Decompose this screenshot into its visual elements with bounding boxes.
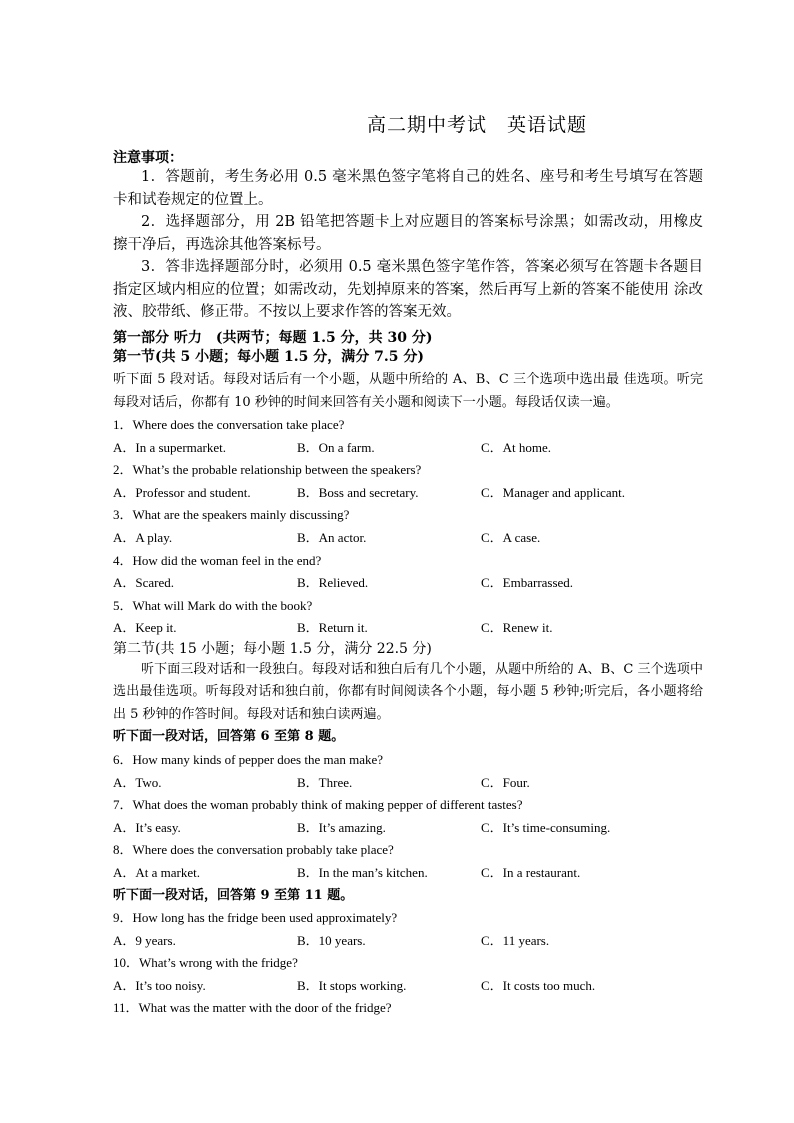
option-a: A．It’s easy. bbox=[113, 819, 181, 835]
option-a: A．At a market. bbox=[113, 864, 201, 880]
option-a: A．Professor and student. bbox=[113, 484, 251, 500]
options-6 bbox=[113, 772, 703, 795]
note-item-3: 3．答非选择题部分时，必须用 0.5 毫米黑色签字笔作答，答案必须写在答题卡各题目 指定区域内相应的位置；如需改动，先划掉原来的答案，然后再写上新的答案不能使用 涂改液、胶带纸、修正带。不按以上要求作答的答案无效。 bbox=[113, 259, 703, 320]
note-item-2: 2．选择题部分，用 2B 铅笔把答题卡上对应题目的答案标号涂黑；如需改动，用橡皮 擦干净后，再选涂其他答案标号。 bbox=[113, 214, 703, 253]
question-11: 11．What was the matter with the door of the fridge? bbox=[113, 1000, 392, 1016]
option-c: C．A case. bbox=[481, 529, 541, 545]
option-c: C．At home. bbox=[481, 439, 552, 455]
option-b: B．On a farm. bbox=[297, 439, 375, 455]
option-c: C．11 years. bbox=[481, 932, 550, 948]
option-b: B．Return it. bbox=[297, 620, 368, 636]
option-a: A．In a supermarket. bbox=[113, 439, 226, 455]
section2-instructions: 听下面三段对话和一段独白。每段对话和独白后有几个小题，从题中所给的 A、B、C 三个选项中选出最佳选项。听每段对话和独白前，你都有时间阅读各个小题，每小题 5 秒钟;听完后，各小题将给出 5 秒钟的作答时间。每段对话和独白读两遍。 bbox=[113, 661, 703, 722]
option-a: A．Two. bbox=[113, 774, 162, 790]
question-5: 5．What will Mark do with the book? bbox=[113, 597, 313, 613]
option-a: A．It’s too noisy. bbox=[113, 977, 206, 993]
options-10 bbox=[113, 975, 703, 998]
part1 bbox=[113, 329, 703, 1020]
options-2 bbox=[113, 482, 703, 505]
question-10: 10．What’s wrong with the fridge? bbox=[113, 955, 298, 971]
option-b: B．Three. bbox=[297, 774, 353, 790]
option-c: C．It’s time-consuming. bbox=[481, 819, 611, 835]
options-4 bbox=[113, 572, 703, 595]
option-c: C．Four. bbox=[481, 774, 530, 790]
option-b: B．An actor. bbox=[297, 529, 367, 545]
option-b: B．Boss and secretary. bbox=[297, 484, 419, 500]
option-c: C．It costs too much. bbox=[481, 977, 596, 993]
question-3: 3．What are the speakers mainly discussing? bbox=[113, 507, 350, 523]
options-1 bbox=[113, 437, 703, 460]
option-b: B．It’s amazing. bbox=[297, 819, 386, 835]
question-4: 4．How did the woman feel in the end? bbox=[113, 552, 322, 568]
notes-list bbox=[113, 166, 703, 324]
option-a: A．9 years. bbox=[113, 932, 176, 948]
note-item-1: 1．答题前，考生务必用 0.5 毫米黑色签字笔将自己的姓名、座号和考生号填写在答题 卡和试卷规定的位置上。 bbox=[113, 169, 703, 208]
notes-heading: 注意事项： bbox=[113, 150, 183, 166]
option-c: C．Embarrassed. bbox=[481, 575, 574, 591]
question-8: 8．Where does the conversation probably take place? bbox=[113, 842, 394, 858]
option-b: B．Relieved. bbox=[297, 575, 369, 591]
page-title: 高二期中考试 英语试题 bbox=[366, 114, 587, 136]
option-b: B．It stops working. bbox=[297, 977, 407, 993]
group-2-heading: 听下面一段对话，回答第 9 至第 11 题。 bbox=[113, 887, 354, 903]
options-7 bbox=[113, 817, 703, 840]
question-6: 6．How many kinds of pepper does the man make? bbox=[113, 751, 384, 767]
option-a: A．Keep it. bbox=[113, 620, 177, 636]
question-2: 2．What’s the probable relationship between the speakers? bbox=[113, 462, 422, 478]
options-5 bbox=[113, 617, 703, 640]
section1-instructions: 听下面 5 段对话。每段对话后有一个小题，从题中所给的 A、B、C 三个选项中选出最 佳选项。听完每段对话后，你都有 10 秒钟的时间来回答有关小题和阅读下一小题。每段话仅读一遍。 bbox=[113, 372, 703, 410]
question-9: 9．How long has the fridge been used approximately? bbox=[113, 910, 398, 925]
part1-heading: 第一部分 听力 (共两节；每题 1.5 分，共 30 分) bbox=[113, 330, 433, 346]
option-a: A．Scared. bbox=[113, 575, 175, 591]
option-c: C．Renew it. bbox=[481, 620, 553, 636]
options-3 bbox=[113, 527, 703, 550]
option-b: B．In the man’s kitchen. bbox=[297, 864, 428, 880]
question-1: 1．Where does the conversation take place? bbox=[113, 417, 345, 432]
question-7: 7．What does the woman probably think of making pepper of different tastes? bbox=[113, 797, 523, 813]
group-1-heading: 听下面一段对话，回答第 6 至第 8 题。 bbox=[113, 729, 345, 745]
section1-heading: 第一节(共 5 小题；每小题 1.5 分，满分 7.5 分) bbox=[113, 349, 424, 365]
section2-heading: 第二节(共 15 小题；每小题 1.5 分，满分 22.5 分) bbox=[113, 640, 432, 657]
option-a: A．A play. bbox=[113, 529, 173, 545]
options-8 bbox=[113, 862, 703, 885]
options-9 bbox=[113, 930, 703, 953]
option-c: C．In a restaurant. bbox=[481, 864, 581, 880]
option-c: C．Manager and applicant. bbox=[481, 484, 626, 500]
option-b: B．10 years. bbox=[297, 932, 366, 948]
